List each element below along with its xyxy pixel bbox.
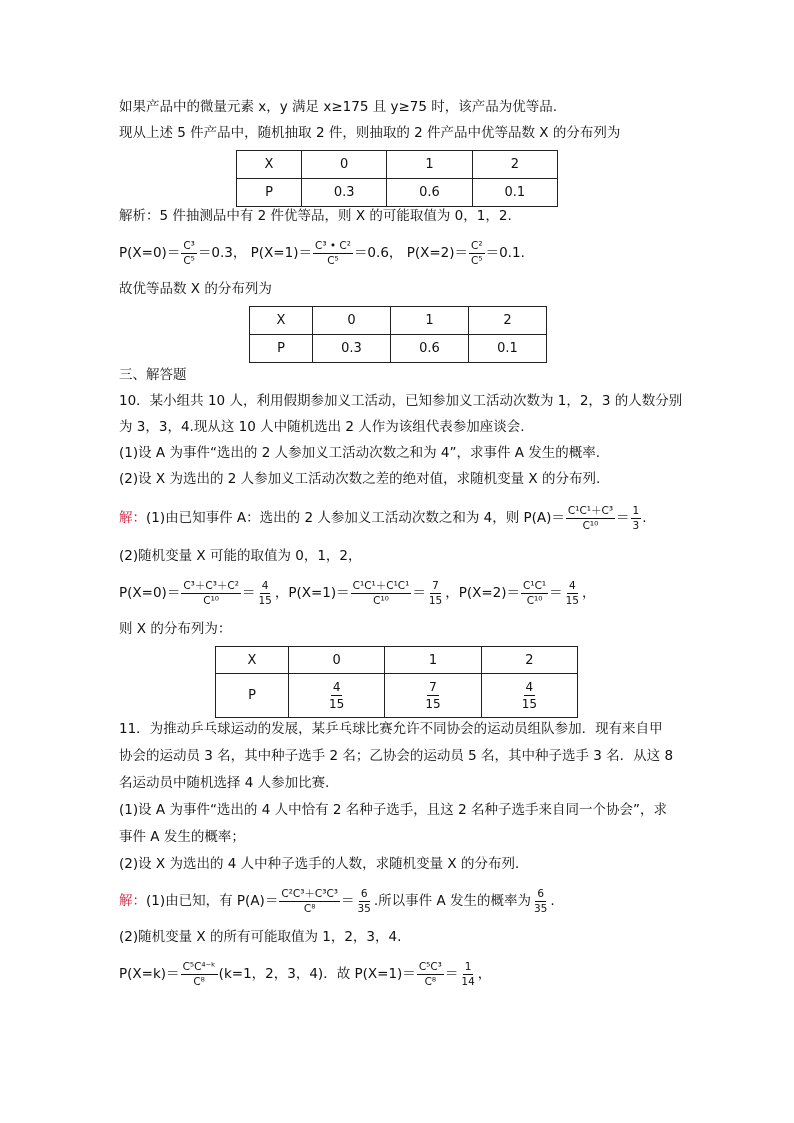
analysis-line: 故优等品数 X 的分布列为 xyxy=(119,281,272,297)
fraction: $\frac{6}{35}$ xyxy=(357,887,371,915)
fraction: $\frac{1}{3}$ xyxy=(632,504,640,532)
table-cell: X xyxy=(250,307,313,335)
problem-text-line: 如果产品中的微量元素 x，y 满足 x≥175 且 y≥75 时，该产品为优等品. xyxy=(119,99,558,115)
question-text: 11．为推动乒乓球运动的发展，某乒乓球比赛允许不同协会的运动员组队参加．现有来自甲 xyxy=(119,721,663,737)
table-cell xyxy=(385,674,481,718)
table-cell: 0 xyxy=(313,307,391,335)
table-cell: 0 xyxy=(302,151,387,179)
solution-line: 解：(1)由已知事件 A：选出的 2 人参加义工活动次数之和为 4，则 P(A)＝ $\frac{\text{C¹C¹＋C³}}{\text{C¹⁰}}$ ＝ $\frac{1}{3}$ . xyxy=(119,504,647,532)
section-heading: 三、解答题 xyxy=(119,367,187,383)
distribution-table xyxy=(236,150,558,207)
fraction: $\frac{\text{C⁵C³}}{\text{C⁸}}$ xyxy=(418,960,442,988)
table-cell xyxy=(481,674,577,718)
fraction: $\frac{\text{C³}}{\text{C⁵}}$ xyxy=(183,239,195,267)
fraction: $\frac{6}{35}$ xyxy=(533,887,548,915)
fraction: $\frac{4}{15}$ xyxy=(565,579,579,607)
problem-text-line: 现从上述 5 件产品中，随机抽取 2 件，则抽取的 2 件产品中优等品数 X 的分布列为 xyxy=(119,125,621,141)
question-part: (1)设 A 为事件“选出的 4 人中恰有 2 名种子选手，且这 2 名种子选手来自同一个协会”，求 xyxy=(119,802,667,818)
question-part: (2)设 X 为选出的 2 人参加义工活动次数之差的绝对值，求随机变量 X 的分布列. xyxy=(119,471,601,487)
table-cell: X xyxy=(237,151,302,179)
question-part: (1)设 A 为事件“选出的 2 人参加义工活动次数之和为 4”，求事件 A 发生的概率. xyxy=(119,445,601,461)
fraction: $\frac{\text{C³ • C²}}{\text{C⁵}}$ xyxy=(314,239,351,267)
table-row xyxy=(216,647,578,674)
table-row xyxy=(216,674,578,718)
table-cell: 0.6 xyxy=(387,179,472,207)
solution-label: 解： xyxy=(119,510,146,526)
fraction: $\frac{\text{C²C³＋C³C³}}{\text{C⁸}}$ xyxy=(281,887,338,915)
question-text: 协会的运动员 3 名，其中种子选手 2 名；乙协会的运动员 5 名，其中种子选手 3 名．从这 8 xyxy=(119,748,674,764)
table-cell: 2 xyxy=(472,151,557,179)
question-text: 名运动员中随机选择 4 人参加比赛． xyxy=(119,775,339,791)
solution-line: 解：(1)由已知，有 P(A)＝ $\frac{\text{C²C³＋C³C³}}{\text{C⁸}}$ ＝ $\frac{6}{35}$ .所以事件 A 发生的概率为 $\frac{6}{35}$ . xyxy=(119,887,555,915)
question-text: 为 3，3，4.现从这 10 人中随机选出 2 人作为该组代表参加座谈会. xyxy=(119,419,525,435)
table-cell: 2 xyxy=(481,647,577,674)
question-part: (2)设 X 为选出的 4 人中种子选手的人数，求随机变量 X 的分布列． xyxy=(119,856,529,872)
fraction: $\frac{4}{15}$ xyxy=(329,680,345,711)
fraction: $\frac{7}{15}$ xyxy=(425,680,441,711)
table-cell: 0.1 xyxy=(469,335,547,363)
fraction: $\frac{4}{15}$ xyxy=(521,680,537,711)
distribution-table xyxy=(249,306,547,363)
table-cell: 0.6 xyxy=(391,335,469,363)
table-cell: 0.1 xyxy=(472,179,557,207)
fraction: $\frac{\text{C¹C¹＋C¹C¹}}{\text{C¹⁰}}$ xyxy=(352,579,410,607)
table-cell: X xyxy=(216,647,289,674)
table-cell: P xyxy=(250,335,313,363)
table-cell: 1 xyxy=(391,307,469,335)
distribution-table xyxy=(215,646,578,718)
formula-line: P(X=k)＝ $\frac{\text{C⁵C⁴⁻ᵏ}}{\text{C⁸}}$ (k=1，2，3，4)．故 P(X=1)＝ $\frac{\text{C⁵C³}}{\text{C⁸}}$ ＝ $\frac{1}{14}$ ， xyxy=(119,960,492,988)
table-cell: P xyxy=(216,674,289,718)
formula-line: P(X=0)＝ $\frac{\text{C³}}{\text{C⁵}}$ ＝0.3， P(X=1)＝ $\frac{\text{C³ • C²}}{\text{C⁵}}$ ＝0.6， P(X=2)＝ $\frac{\text{C²}}{\text{C⁵}}$ ＝0.1. xyxy=(119,239,525,267)
fraction: $\frac{\text{C¹C¹}}{\text{C¹⁰}}$ xyxy=(523,579,547,607)
analysis-line: 解析：5 件抽测品中有 2 件优等品，则 X 的可能取值为 0，1，2. xyxy=(119,208,512,224)
table-cell: 0 xyxy=(289,647,385,674)
table-cell: 1 xyxy=(387,151,472,179)
table-row xyxy=(250,307,547,335)
table-cell: P xyxy=(237,179,302,207)
table-cell: 2 xyxy=(469,307,547,335)
table-row xyxy=(250,335,547,363)
fraction: $\frac{7}{15}$ xyxy=(428,579,443,607)
table-cell: 0.3 xyxy=(302,179,387,207)
table-cell: 1 xyxy=(385,647,481,674)
question-part: 事件 A 发生的概率； xyxy=(119,829,245,845)
solution-line: 则 X 的分布列为： xyxy=(119,621,232,637)
solution-label: 解： xyxy=(119,893,146,909)
fraction: $\frac{1}{14}$ xyxy=(461,960,475,988)
table-row xyxy=(237,179,558,207)
formula-line: P(X=0)＝ $\frac{\text{C³＋C³＋C²}}{\text{C¹⁰}}$ ＝ $\frac{4}{15}$ ，P(X=1)＝ $\frac{\text{C¹C¹＋C¹C¹}}{\text{C¹⁰}}$ ＝ $\frac{7}{15}$ ，P(X=2)＝ $\frac{\text{C¹C¹}}{\text{C¹⁰}}$ ＝ $\frac{4}{15}$ ， xyxy=(119,579,596,607)
fraction: $\frac{4}{15}$ xyxy=(258,579,272,607)
solution-line: (2)随机变量 X 可能的取值为 0，1，2， xyxy=(119,548,362,564)
table-cell xyxy=(289,674,385,718)
fraction: $\frac{\text{C³＋C³＋C²}}{\text{C¹⁰}}$ xyxy=(183,579,239,607)
table-cell: 0.3 xyxy=(313,335,391,363)
question-text: 10．某小组共 10 人，利用假期参加义工活动，已知参加义工活动次数为 1，2，3 的人数分别 xyxy=(119,393,683,409)
fraction: $\frac{\text{C⁵C⁴⁻ᵏ}}{\text{C⁸}}$ xyxy=(182,960,216,988)
table-row xyxy=(237,151,558,179)
solution-line: (2)随机变量 X 的所有可能取值为 1，2，3，4. xyxy=(119,929,402,945)
fraction: $\frac{\text{C¹C¹＋C³}}{\text{C¹⁰}}$ xyxy=(567,504,614,532)
fraction: $\frac{\text{C²}}{\text{C⁵}}$ xyxy=(471,239,483,267)
